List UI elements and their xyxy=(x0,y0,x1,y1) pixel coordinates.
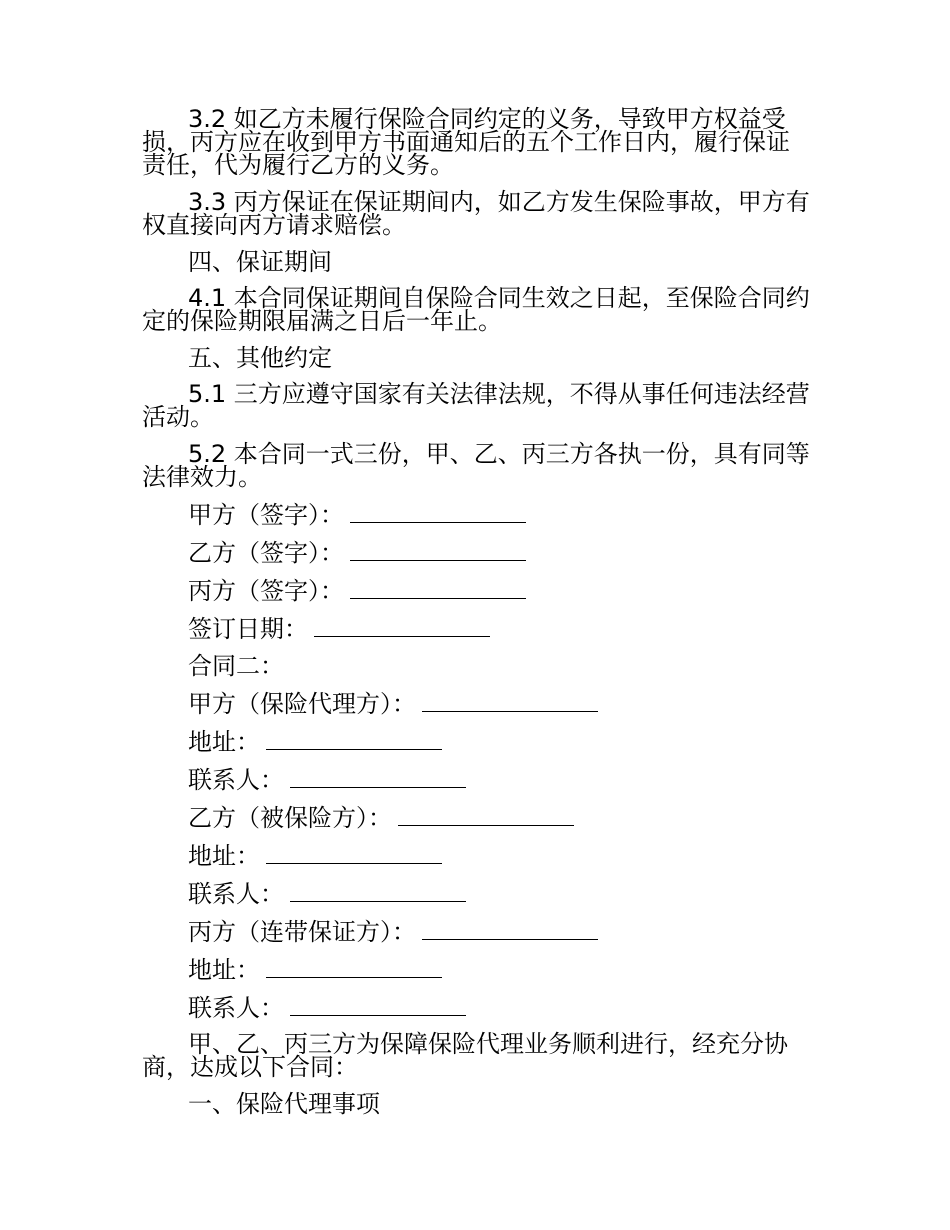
section-heading-5: 五、其他约定 xyxy=(188,344,332,372)
field-label: 联系人： xyxy=(188,766,284,794)
clause-4-1: 4.1 本合同保证期间自保险合同生效之日起，至保险合同约定的保险期限届满之日后一年止。 xyxy=(142,284,810,335)
field-label: 丙方（连带保证方）： xyxy=(188,918,416,946)
clause-3-3: 3.3 丙方保证在保证期间内，如乙方发生保险事故，甲方有权直接向丙方请求赔偿。 xyxy=(142,188,810,239)
field-label: 签订日期： xyxy=(188,615,308,643)
clause-5-1: 5.1 三方应遵守国家有关法律法规，不得从事任何违法经营活动。 xyxy=(142,380,810,431)
blank-line xyxy=(290,995,466,1016)
field-label: 丙方（签字）： xyxy=(188,577,344,605)
blank-line xyxy=(422,919,598,940)
section-heading-1: 一、保险代理事项 xyxy=(188,1090,380,1118)
party-c-address-line xyxy=(142,957,812,982)
blank-line xyxy=(350,578,526,599)
party-a-line xyxy=(142,691,812,716)
document-body xyxy=(142,105,812,1118)
clause-3-2: 3.2 如乙方未履行保险合同约定的义务，导致甲方权益受损，丙方应在收到甲方书面通知后的五个工作日内，履行保证责任，代为履行乙方的义务。 xyxy=(142,105,790,179)
field-label: 乙方（被保险方）： xyxy=(188,804,392,832)
blank-line xyxy=(398,805,574,826)
blank-line xyxy=(266,843,442,864)
blank-line xyxy=(350,502,526,523)
signature-line-party-b xyxy=(142,540,812,565)
blank-line xyxy=(290,881,466,902)
blank-line xyxy=(314,616,490,637)
blank-line xyxy=(266,729,442,750)
clause-5-2: 5.2 本合同一式三份，甲、乙、丙三方各执一份，具有同等法律效力。 xyxy=(142,440,810,491)
signature-line-party-a xyxy=(142,502,812,527)
field-label: 甲方（签字）： xyxy=(188,501,344,529)
party-b-address-line xyxy=(142,843,812,868)
blank-line xyxy=(350,540,526,561)
field-label: 联系人： xyxy=(188,880,284,908)
preamble-paragraph: 甲、乙、丙三方为保障保险代理业务顺利进行，经充分协商，达成以下合同： xyxy=(142,1030,788,1081)
field-label: 地址： xyxy=(188,728,260,756)
field-label: 甲方（保险代理方）： xyxy=(188,690,416,718)
contract-two-heading: 合同二： xyxy=(188,652,284,680)
party-c-line xyxy=(142,919,812,944)
section-heading-4: 四、保证期间 xyxy=(188,248,332,276)
party-b-contact-line xyxy=(142,881,812,906)
party-a-address-line xyxy=(142,729,812,754)
field-label: 乙方（签字）： xyxy=(188,539,344,567)
field-label: 联系人： xyxy=(188,994,284,1022)
party-a-contact-line xyxy=(142,767,812,792)
party-b-line xyxy=(142,805,812,830)
blank-line xyxy=(422,691,598,712)
blank-line xyxy=(266,957,442,978)
party-c-contact-line xyxy=(142,995,812,1020)
field-label: 地址： xyxy=(188,956,260,984)
signature-line-party-c xyxy=(142,578,812,603)
blank-line xyxy=(290,767,466,788)
field-label: 地址： xyxy=(188,842,260,870)
signing-date-line xyxy=(142,616,812,641)
